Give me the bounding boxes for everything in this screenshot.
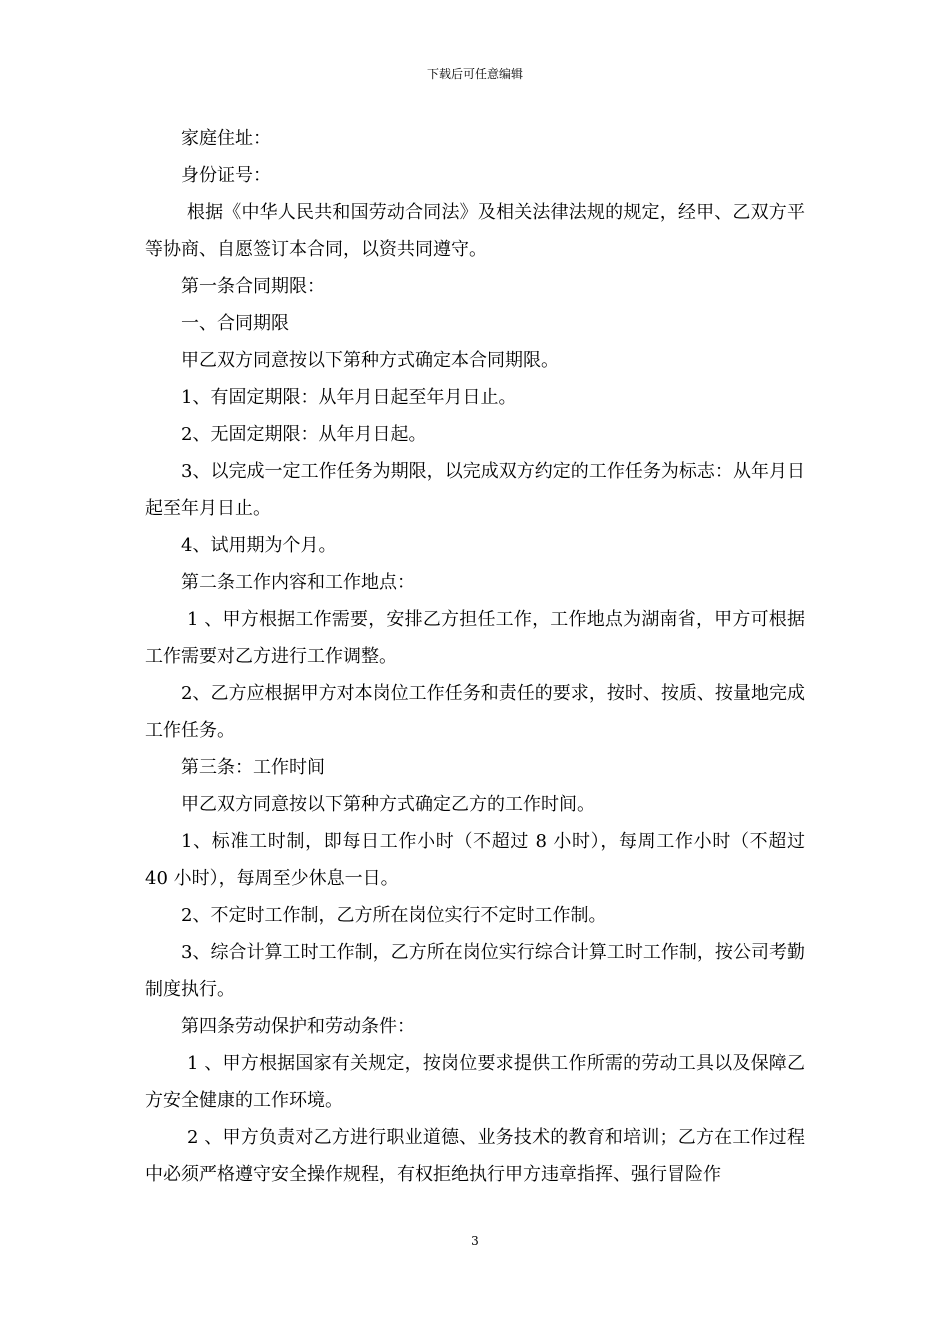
article-3-heading: 第三条：工作时间 [181, 757, 325, 778]
paragraph-preamble: 根据《中华人民共和国劳动合同法》及相关法律法规的规定，经甲、乙双方平等协商、自愿签订本合同，以资共同遵守。 [145, 202, 805, 260]
list-item: 2 、甲方负责对乙方进行职业道德、业务技术的教育和培训；乙方在工作过程中必须严格遵守安全操作规程，有权拒绝执行甲方违章指挥、强行冒险作 [145, 1127, 805, 1185]
list-item: 1、有固定期限：从年月日起至年月日止。 [181, 387, 517, 408]
list-item: 2、无固定期限：从年月日起。 [181, 424, 427, 445]
article-2-heading: 第二条工作内容和工作地点： [181, 572, 415, 593]
list-item: 2、乙方应根据甲方对本岗位工作任务和责任的要求，按时、按质、按量地完成工作任务。 [145, 683, 805, 741]
list-item: 3、以完成一定工作任务为期限，以完成双方约定的工作任务为标志：从年月日起至年月日止。 [145, 461, 805, 519]
page-number: 3 [471, 1234, 479, 1248]
paragraph-id-number: 身份证号： [181, 165, 271, 186]
paragraph-home-address: 家庭住址： [181, 128, 271, 149]
list-item: 3、综合计算工时工作制，乙方所在岗位实行综合计算工时工作制，按公司考勤制度执行。 [145, 942, 805, 1000]
document-body [145, 120, 811, 1193]
list-item: 1、标准工时制，即每日工作小时（不超过 8 小时），每周工作小时（不超过 40 小时），每周至少休息一日。 [145, 831, 811, 889]
paragraph: 甲乙双方同意按以下第种方式确定乙方的工作时间。 [181, 794, 595, 815]
list-item: 4、试用期为个月。 [181, 535, 337, 556]
paragraph: 甲乙双方同意按以下第种方式确定本合同期限。 [181, 350, 559, 371]
article-4-heading: 第四条劳动保护和劳动条件： [181, 1016, 415, 1037]
article-1-heading: 第一条合同期限： [181, 276, 325, 297]
section-contract-term: 一、合同期限 [181, 313, 289, 334]
list-item: 1 、甲方根据工作需要，安排乙方担任工作，工作地点为湖南省，甲方可根据工作需要对乙方进行工作调整。 [145, 609, 805, 667]
list-item: 1 、甲方根据国家有关规定，按岗位要求提供工作所需的劳动工具以及保障乙方安全健康的工作环境。 [145, 1053, 805, 1111]
list-item: 2、不定时工作制，乙方所在岗位实行不定时工作制。 [181, 905, 607, 926]
page-header: 下载后可任意编辑 [426, 67, 523, 81]
